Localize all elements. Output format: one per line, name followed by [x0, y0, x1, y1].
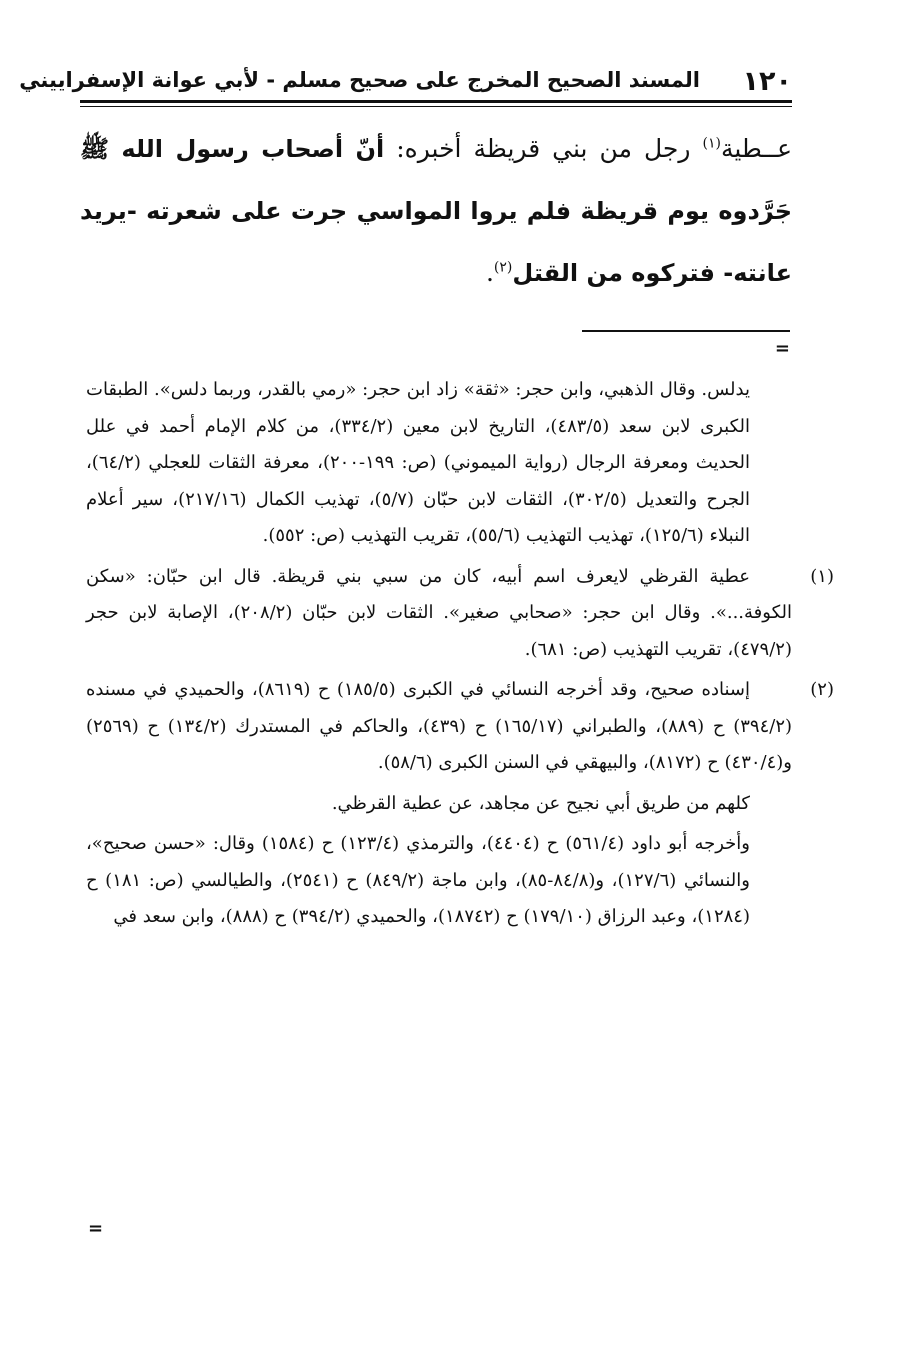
- main-text-intro: عــطية: [720, 134, 792, 163]
- header-rule-thick: [80, 100, 792, 103]
- continuation-mark-bottom: =: [88, 1218, 104, 1239]
- running-title: المسند الصحيح المخرج على صحيح مسلم - لأبي عوانة الإسفراييني: [19, 68, 700, 92]
- footnote-2-text: إسناده صحيح، وقد أخرجه النسائي في الكبرى (١٨٥/٥) ح (٨٦١٩)، والحميدي في مسنده (٣٩٤/٢) ح (٨٨٩)، والطبراني (١٦٥/١٧) ح (٤٣٩)، والحاكم في المستدرك (١٣٤/٢) ح (٢٥٦٩) و(٤٣٠/٤) ح (٨١٧٢)، والبيهقي في السنن الكبرى (٥٨/٦).: [86, 679, 793, 773]
- footnote-ref-1[interactable]: (١): [702, 135, 721, 152]
- footnote-2-paragraph-3: وأخرجه أبو داود (٥٦١/٤) ح (٤٤٠٤)، والترمذي (١٢٣/٤) ح (١٥٨٤) وقال: «حسن صحيح»، والنسائي (١٢٧/٦)، و(٨٤/٨-٨٥)، وابن ماجة (٨٤٩/٢) ح (٢٥٤١)، والطيالسي (ص: ١٨١) ح (١٢٨٤)، وعبد الرزاق (١٧٩/١٠) ح (١٨٧٤٢)، والحميدي (٣٩٤/٢) ح (٨٨٨)، وابن سعد في: [86, 833, 750, 927]
- footnote-1: [86, 559, 834, 669]
- footnote-2-number: (٢): [810, 679, 834, 700]
- continuation-mark-top: =: [774, 338, 790, 359]
- main-text-end: .: [485, 258, 494, 287]
- header-rule-thin: [80, 106, 792, 107]
- footnote-2: [86, 672, 834, 782]
- footnote-1-text: عطية القرظي لايعرف اسم أبيه، كان من سبي بني قريظة. قال ابن حبّان: «سكن الكوفة...». وقال ابن حجر: «صحابي صغير». الثقات لابن حبّان (٢٠٨/٢)، الإصابة لابن حجر (٤٧٩/٢)، تقريب التهذيب (ص: ٦٨١).: [86, 565, 792, 660]
- footnote-separator: [582, 330, 790, 332]
- main-text: [80, 118, 792, 304]
- page-header: [19, 66, 792, 100]
- main-text-narrator: رجل من بني قريظة أخبره:: [384, 134, 703, 163]
- footnote-ref-2[interactable]: (٢): [493, 259, 513, 276]
- footnote-1-number: (١): [810, 565, 834, 587]
- hadith-matn: أنّ أصحاب رسول الله ﷺ جَرَّدوه يوم قريظة فلم يروا المواسي جرت على شعرته -يريد عانته- فتركوه من القتل: [80, 135, 792, 287]
- footnotes: [86, 372, 834, 940]
- page-number: ١٢٠: [742, 66, 792, 97]
- footnote-carry-over: يدلس. وقال الذهبي، وابن حجر: «ثقة» زاد ابن حجر: «رمي بالقدر، وربما دلس». الطبقات الكبرى لابن سعد (٤٨٣/٥)، التاريخ لابن معين (٣٣٤/٢)، من كلام الإمام أحمد في علل الحديث ومعرفة الرجال (رواية الميموني) (ص: ١٩٩-٢٠٠)، معرفة الثقات للعجلي (٦٤/٢)، الجرح والتعديل (٣٠٢/٥)، الثقات لابن حبّان (٥/٧)، تهذيب الكمال (٢١٧/١٦)، سير أعلام النبلاء (١٢٥/٦)، تهذيب التهذيب (٥٥/٦)، تقريب التهذيب (ص: ٥٥٢).: [86, 379, 751, 546]
- footnote-2-paragraph-2: كلهم من طريق أبي نجيح عن مجاهد، عن عطية القرظي.: [331, 792, 750, 814]
